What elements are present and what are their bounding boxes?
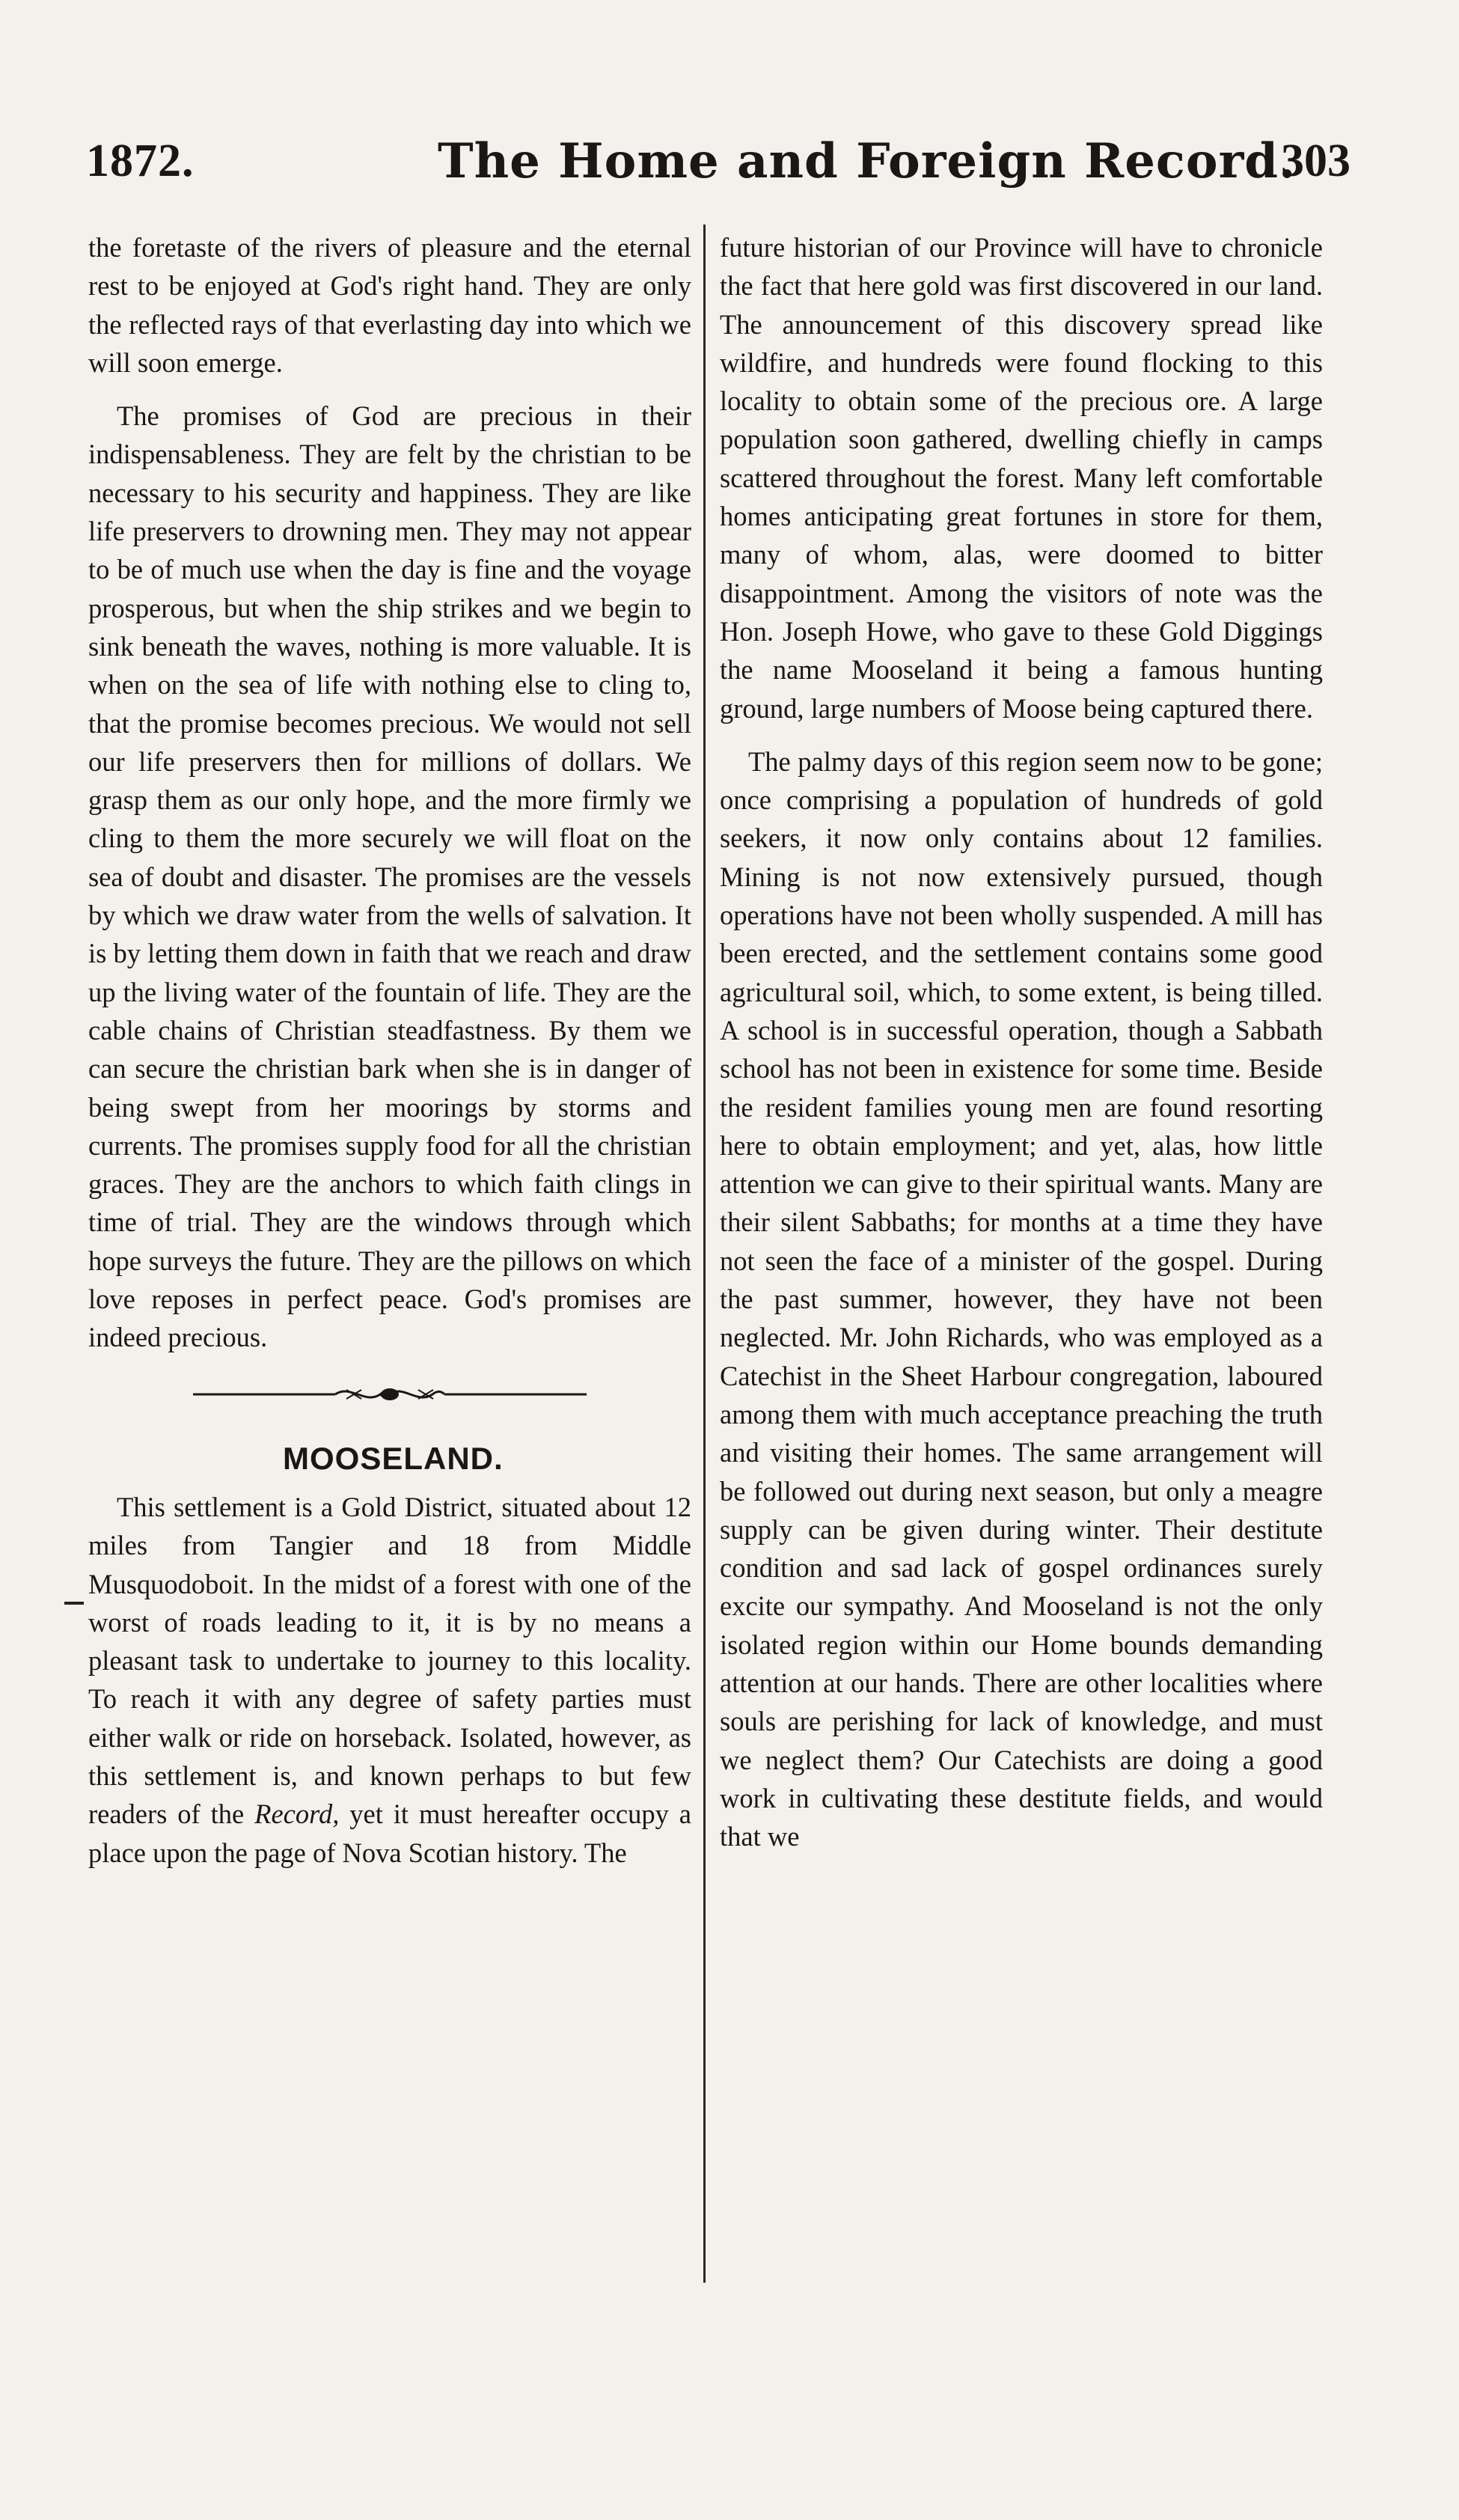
page-number: 303 (1281, 135, 1351, 186)
running-header (86, 135, 1351, 202)
paragraph-continued: the foretaste of the rivers of pleasure and the eternal rest to be enjoyed at God's right hand. They are only the reflected rays of that everlasting day into which we will soon emerge. (88, 232, 691, 378)
column-divider (703, 225, 706, 2283)
paragraph-mooseland-intro (88, 1488, 691, 1872)
left-column (88, 228, 691, 1887)
record-italic: Record, (254, 1799, 340, 1830)
paragraph-gold-discovery: future historian of our Province will have to chronicle the fact that here gold was first discovered in our land. The announcement of this discovery spread like wildfire, and hundreds were found flocking to this locality to obtain some of the precious ore. A large population soon gathered, dwelling chiefly in camps scattered throughout the forest. Many left comfortable homes anticipating great fortunes in store for them, many of whom, alas, were doomed to bitter disappointment. Among the visitors of note was the Hon. Joseph Howe, who gave to these Gold Diggings the name Mooseland it being a famous hunting ground, large numbers of Moose being captured there. (720, 232, 1323, 724)
right-column (720, 228, 1323, 1870)
paragraph-promises: The promises of God are precious in their indispensableness. They are felt by the christian to be necessary to his security and happiness. They are like life preservers to drowning men. They may not appear to be of much use when the day is fine and the voyage prosperous, but when the ship strikes and we begin to sink beneath the waves, nothing is more valuable. It is when on the sea of life with nothing else to cling to, that the promise becomes precious. We would not sell our life preservers then for millions of dollars. We grasp them as our only hope, and the more firmly we cling to them the more securely we will float on the sea of doubt and disaster. The promises are the vessels by which we draw water from the wells of salvation. It is by letting them down in faith that we reach and draw up the living water of the fountain of life. They are the cable chains of Christian steadfastness. By them we can secure the christian bark when she is in danger of being swept from her moorings by storms and currents. The promises supply food for all the christian graces. They are the anchors to which faith clings in time of trial. They are the windows through which hope surveys the future. They are the pillows on which love reposes in perfect peace. God's promises are indeed precious. (88, 400, 691, 1353)
ornament-divider-icon (88, 1379, 691, 1409)
margin-mark (64, 1602, 84, 1605)
paragraph-palmy-days: The palmy days of this region seem now to be gone; once comprising a population of hundreds of gold seekers, it now only contains about 12 families. Mining is not now extensively pursued, though operations have not been wholly suspended. A mill has been erected, and the settlement contains some good agricultural soil, which, to some extent, is being tilled. A school is in successful operation, though a Sabbath school has not been in existence for some time. Beside the resident families young men are found resorting here to obtain employment; and yet, alas, how little attention we can give to their spiritual wants. Many are their silent Sabbaths; for months at a time they have not seen the face of a minister of the gospel. During the past summer, however, they have not been neglected. Mr. John Richards, who was employed as a Catechist in the Sheet Harbour congregation, laboured among them with much acceptance preaching the truth and visiting their homes. The same arrangement will be followed out during next season, but only a meagre supply can be given during winter. Their destitute condition and sad lack of gospel ordinances surely excite our sympathy. And Mooseland is not the only isolated region within our Home bounds demanding attention at our hands. There are other localities where souls are perishing for lack of knowledge, and must we neglect them? Our Catechists are doing a good work in cultivating these destitute fields, and would that we (720, 745, 1323, 1852)
header-title: The Home and Foreign Record. (438, 133, 1297, 189)
mooseland-intro-start: This settlement is a Gold District, situated about 12 miles from Tangier and 18 from Middle Musquodoboit. In the midst of a forest with one of the worst of roads leading to it, it is by no means a pleasant task to undertake to journey to this locality. To reach it with any degree of safety parties must either walk or ride on horseback. Isolated, however, as this settlement is, and known perhaps to but few readers of the (88, 1491, 691, 1830)
header-year: 1872. (86, 135, 195, 186)
mooseland-intro-end: yet it must hereafter occupy a place upon the page of Nova Scotian history. The (88, 1799, 692, 1868)
section-title-mooseland: MOOSELAND. (283, 1440, 504, 1476)
